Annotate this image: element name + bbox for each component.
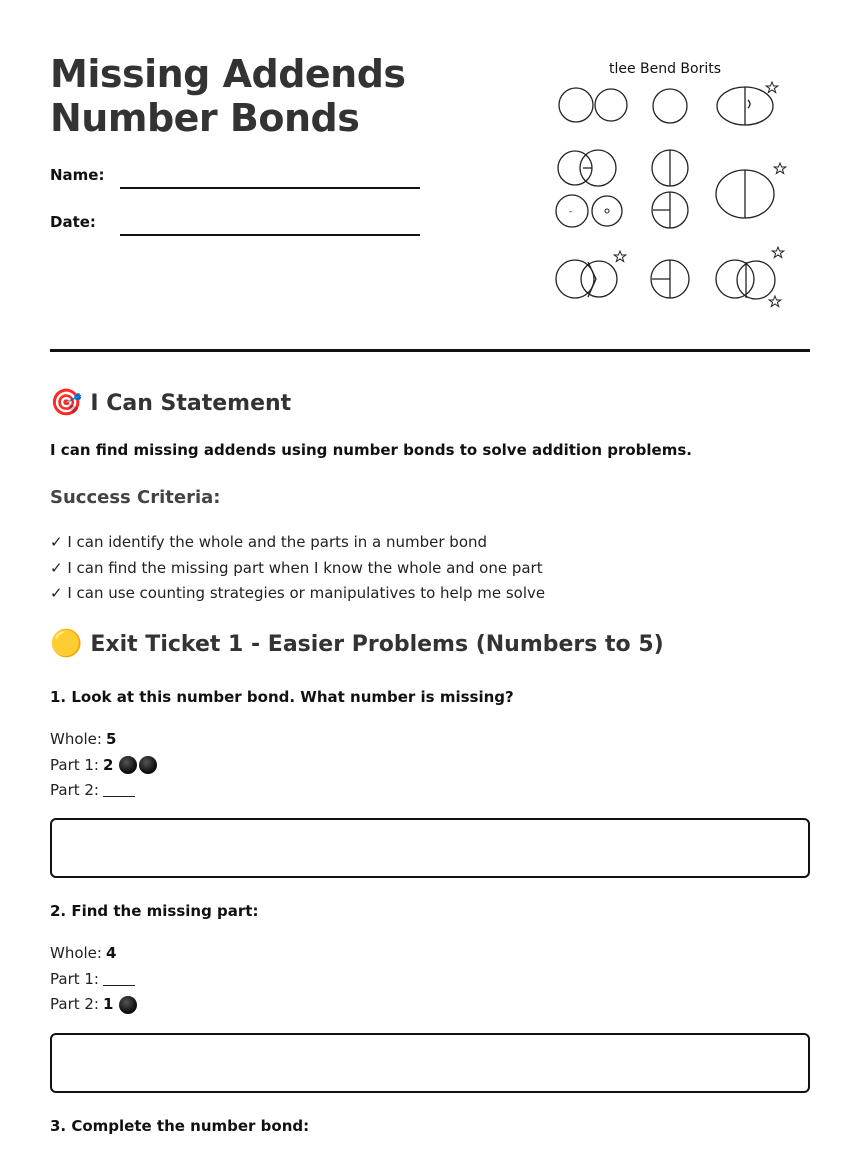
question-1-bond xyxy=(50,727,157,804)
worksheet-title xyxy=(50,52,406,140)
part-1-row xyxy=(50,967,137,993)
whole-row xyxy=(50,941,137,967)
whole-row xyxy=(50,727,157,753)
success-criteria-heading: Success Criteria: xyxy=(50,487,221,508)
black-circle-icon xyxy=(119,996,137,1014)
part-2-row xyxy=(50,778,157,804)
number-bonds-illustration xyxy=(545,55,805,315)
date-label: Date: xyxy=(50,213,96,231)
part-1-label: Part 1: xyxy=(50,969,99,988)
counter-dots xyxy=(117,756,157,774)
svg-text:-: - xyxy=(569,207,573,217)
part-2-value: 1 xyxy=(102,995,114,1013)
name-field[interactable] xyxy=(120,187,420,189)
exit-ticket-heading xyxy=(50,631,664,657)
part-2-label: Part 2: xyxy=(50,781,99,799)
question-1-prompt: 1. Look at this number bond. What number is missing? xyxy=(50,688,514,706)
black-circle-icon xyxy=(139,756,157,774)
part-2-label: Part 2: xyxy=(50,995,99,1013)
title-line-2: Number Bonds xyxy=(50,96,360,140)
answer-box-1[interactable] xyxy=(50,818,810,878)
whole-value: 5 xyxy=(105,730,117,748)
black-circle-icon xyxy=(119,756,137,774)
part-1-label: Part 1: xyxy=(50,755,99,774)
i-can-heading xyxy=(50,390,291,416)
illustration-caption: tlee Bend Borits xyxy=(608,61,722,77)
whole-label: Whole: xyxy=(50,730,102,748)
target-dart-icon: 🎯 xyxy=(50,388,83,418)
question-2-bond xyxy=(50,941,137,1018)
part-1-row xyxy=(50,753,157,779)
whole-label: Whole: xyxy=(50,944,102,962)
part-2-row xyxy=(50,992,137,1018)
title-line-1: Missing Addends xyxy=(50,52,406,96)
star-doodles xyxy=(614,82,786,307)
part-2-blank xyxy=(103,784,135,797)
i-can-statement: I can find missing addends using number bonds to solve addition problems. xyxy=(50,441,692,459)
name-label: Name: xyxy=(50,166,105,184)
success-criteria-list xyxy=(50,530,545,607)
yellow-circle-icon: 🟡 xyxy=(50,629,83,659)
header-divider xyxy=(50,349,810,352)
bond-doodles xyxy=(556,87,775,299)
counter-dots xyxy=(117,996,137,1014)
criteria-item: ✓ I can find the missing part when I know the whole and one part xyxy=(50,558,543,577)
question-3-prompt: 3. Complete the number bond: xyxy=(50,1117,310,1135)
question-2-prompt: 2. Find the missing part: xyxy=(50,902,259,920)
exit-ticket-heading-text: Exit Ticket 1 - Easier Problems (Numbers to 5) xyxy=(90,631,664,657)
criteria-item: ✓ I can use counting strategies or manipulatives to help me solve xyxy=(50,584,546,602)
answer-box-2[interactable] xyxy=(50,1033,810,1093)
i-can-heading-text: I Can Statement xyxy=(90,390,292,416)
criteria-item: ✓ I can identify the whole and the parts in a number bond xyxy=(50,533,488,551)
part-1-blank xyxy=(103,973,135,986)
part-1-value: 2 xyxy=(102,755,114,774)
date-field[interactable] xyxy=(120,234,420,236)
whole-value: 4 xyxy=(105,944,117,962)
